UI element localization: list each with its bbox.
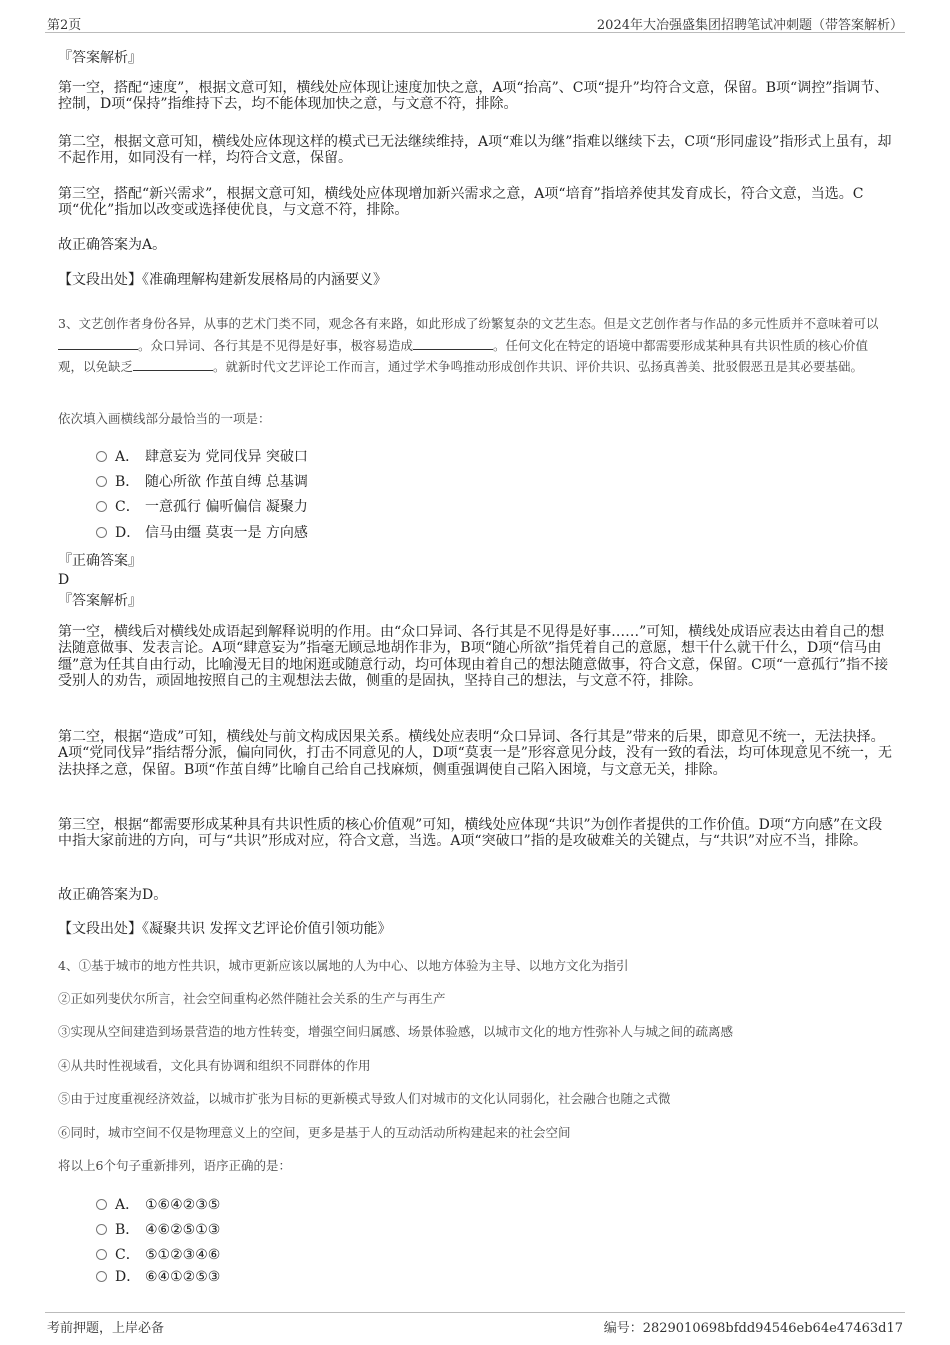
q3-stem: 3、文艺创作者身份各异，从事的艺术门类不同，观念各有来路，如此形成了纷繁复杂的文艺生态。但是文艺创作者与作品的多元性质并不意味着可以。众口异词、各行其是不见得是好事，极容易造成 。任何文化在特定的语境中都需要形成某种具有共识性质的核心价值观，以免缺乏 。就新时代文艺评论工作而言，通过学术争鸣推动形成创作共识、评价共识、弘扬真善美、批驳假恶丑是其必要基础。	[58, 316, 879, 374]
page-number: 第2页	[47, 18, 82, 33]
q2-source: 【文段出处】《准确理解构建新发展格局的内涵要义》	[58, 272, 387, 288]
q4-option-c[interactable]: C． ⑤①②③④⑥	[96, 1244, 220, 1264]
radio-icon[interactable]	[96, 451, 107, 462]
q4-sentence-2: ②正如列斐伏尔所言，社会空间重构必然伴随社会关系的生产与再生产	[58, 991, 446, 1006]
q2-analysis-para-1: 第一空，搭配“速度”，根据文意可知，横线处应体现让速度加快之意，A项“抬高”、C项“提升”均符合文意，保留。B项“调控”指调节、控制，D项“保持”指维持下去，均不能体现加快之意，与文意不符，排除。	[58, 80, 889, 113]
q2-analysis-label: 『答案解析』	[58, 50, 142, 66]
q2-analysis-para-3: 第三空，搭配“新兴需求”，根据文意可知，横线处应体现增加新兴需求之意，A项“培育”指培养使其发育成长，符合文意，当选。C项“优化”指加以改变或选择使优良，与文意不符，排除。	[58, 186, 864, 219]
q3-analysis-para-3: 第三空，根据“都需要形成某种具有共识性质的核心价值观”可知，横线处应体现“共识”为创作者提供的工作价值。D项“方向感”在文段中指大家前进的方向，可与“共识”形成对应，符合文意，当选。A项“突破口”指的是攻破难关的关键点，与“共识”对应不当，排除。	[58, 817, 883, 850]
q2-conclusion: 故正确答案为A。	[58, 237, 167, 253]
blank-2	[413, 338, 493, 350]
q3-correct-answer: D	[58, 572, 70, 588]
radio-icon[interactable]	[96, 1271, 107, 1282]
q4-sentence-4: ④从共时性视域看，文化具有协调和组织不同群体的作用	[58, 1058, 371, 1073]
q3-option-b[interactable]: B． 随心所欲 作茧自缚 总基调	[96, 471, 308, 491]
page-footer	[45, 1312, 905, 1337]
q3-option-a[interactable]: A． 肆意妄为 党同伐异 突破口	[96, 446, 308, 466]
q3-option-c[interactable]: C． 一意孤行 偏听偏信 凝聚力	[96, 496, 308, 516]
q3-prompt: 依次填入画横线部分最恰当的一项是：	[58, 411, 271, 426]
document-title: 2024年大冶强盛集团招聘笔试冲刺题（带答案解析）	[596, 18, 903, 33]
q4-prompt: 将以上6个句子重新排列，语序正确的是：	[58, 1158, 291, 1173]
q3-source: 【文段出处】《凝聚共识 发挥文艺评论价值引领功能》	[58, 921, 392, 937]
q3-option-d[interactable]: D． 信马由缰 莫衷一是 方向感	[96, 522, 308, 542]
q4-option-d[interactable]: D． ⑥④①②⑤③	[96, 1266, 220, 1286]
radio-icon[interactable]	[96, 501, 107, 512]
q3-analysis-para-1: 第一空，横线后对横线处成语起到解释说明的作用。由“众口异词、各行其是不见得是好事……”可知，横线处成语应表达由着自己的想法随意做事、发表言论。A项“肆意妄为”指毫无顾忌地胡作非为，B项“随心所欲”指凭着自己的意愿，想干什么就干什么，D项“信马由缰”意为任其自由行动，比喻漫无目的地闲逛或随意行动，均可体现由着自己的想法随意做事，符合文意，保留。C项“一意孤行”指不接受别人的劝告，顽固地按照自己的主观想法去做，侧重的是固执，坚持自己的想法，与文意不符，排除。	[58, 624, 889, 690]
q4-sentence-5: ⑤由于过度重视经济效益，以城市扩张为目标的更新模式导致人们对城市的文化认同弱化，社会融合也随之式微	[58, 1091, 671, 1106]
q3-conclusion: 故正确答案为D。	[58, 887, 168, 903]
q3-analysis-para-2: 第二空，根据“造成”可知，横线处与前文构成因果关系。横线处应表明“众口异词、各行其是”带来的后果，即意见不统一，无法抉择。A项“党同伐异”指结帮分派，偏向同伙，打击不同意见的人，D项“莫衷一是”形容意见分歧，没有一致的看法，均可体现意见不统一，无法抉择之意，保留。B项“作茧自缚”比喻自己给自己找麻烦，侧重强调使自己陷入困境，与文意无关，排除。	[58, 729, 892, 778]
q4-sentence-6: ⑥同时，城市空间不仅是物理意义上的空间，更多是基于人的互动活动所构建起来的社会空间	[58, 1125, 571, 1140]
blank-3	[133, 359, 213, 371]
radio-icon[interactable]	[96, 1249, 107, 1260]
q3-analysis-label: 『答案解析』	[58, 593, 142, 609]
q4-option-b[interactable]: B． ④⑥②⑤①③	[96, 1219, 220, 1239]
q4-sentence-3: ③实现从空间建造到场景营造的地方性转变，增强空间归属感、场景体验感，以城市文化的地方性弥补人与城之间的疏离感	[58, 1024, 734, 1039]
q4-option-a[interactable]: A． ①⑥④②③⑤	[96, 1194, 220, 1214]
q4-sentence-1: 4、①基于城市的地方性共识，城市更新应该以属地的人为中心、以地方体验为主导、以地方文化为指引	[58, 958, 629, 973]
q3-correct-label: 『正确答案』	[58, 553, 142, 569]
q2-analysis-para-2: 第二空，根据文意可知，横线处应体现这样的模式已无法继续维持，A项“难以为继”指难以继续下去，C项“形同虚设”指形式上虽有，却不起作用，如同没有一样，均符合文意，保留。	[58, 134, 892, 167]
radio-icon[interactable]	[96, 1224, 107, 1235]
footer-slogan: 考前押题，上岸必备	[47, 1321, 165, 1336]
page-header	[45, 10, 905, 33]
document-code: 编号：2829010698bfdd94546eb64e47463d17	[603, 1321, 903, 1336]
radio-icon[interactable]	[96, 476, 107, 487]
radio-icon[interactable]	[96, 527, 107, 538]
blank-1	[58, 338, 138, 350]
radio-icon[interactable]	[96, 1199, 107, 1210]
